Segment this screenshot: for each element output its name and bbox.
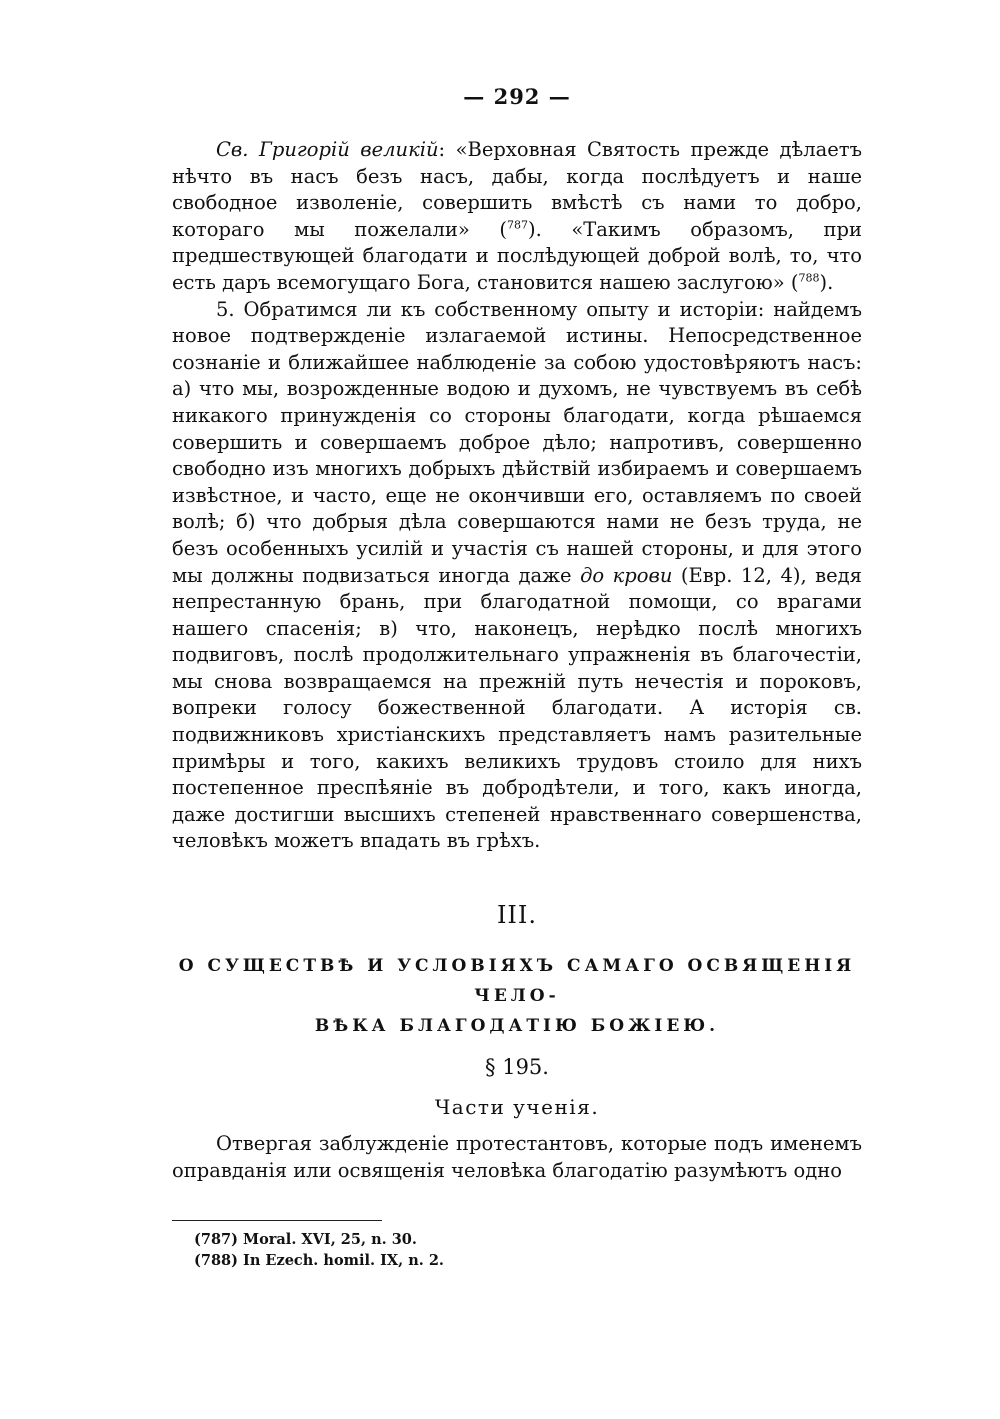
section-subtitle: Части ученія.	[434, 1095, 600, 1120]
paragraph-5-text-1: 5. Обратимся ли къ собственному опыту и исторіи: найдемъ новое подтвержденіе излагаемой истины. Непосредственное сознаніе и ближайшее наблюденіе за собою удостовѣряютъ насъ: а) что мы, возрожденные водою и духомъ, не чувствуемъ въ себѣ никакого принужденія со стороны благодати, когда рѣшаемся совершить и совершаемъ доброе дѣло; напротивъ, совершенно свободно изъ многихъ добрыхъ дѣйствій избираемъ и совершаемъ извѣстное, и часто, еще не окончивши его, оставляемъ по своей волѣ; б) что добрыя дѣла совершаются нами не безъ труда, не безъ особенныхъ усилій и участія съ нашей стороны, и для этого мы должны подвизаться иногда даже	[172, 297, 862, 587]
footnote-ref-788: 788	[798, 271, 820, 285]
footnote-ref-787: 787	[507, 218, 529, 232]
page-number: — 292 —	[463, 84, 571, 109]
footnote-787	[172, 1229, 862, 1250]
footnote-divider	[172, 1220, 382, 1221]
footnote-text: Moral. XVI, 25, n. 30.	[238, 1231, 417, 1249]
quote-text-3: ).	[819, 270, 834, 294]
section-title	[172, 951, 862, 1041]
document-page	[172, 84, 862, 1271]
section-number: III.	[496, 901, 538, 930]
paragraph-number: § 195.	[485, 1055, 549, 1080]
paragraph-5-italic: до крови	[580, 563, 673, 587]
quote-text-2: ). «Такимъ образомъ, при предшествующей благодати и послѣдующей доброй волѣ, то, что есть даръ всемогущаго Бога, становится нашею заслугою» (	[172, 217, 862, 294]
quote-author: Св. Григорій великій	[216, 138, 439, 161]
footnote-mark: (788)	[194, 1252, 238, 1270]
quote-paragraph	[172, 137, 862, 297]
quote-text-1: : «Верховная Святость прежде дѣлаетъ нѣчто въ насъ безъ насъ, дабы, когда послѣдуетъ и наше свободное изволеніе, совершить вмѣстѣ съ нами то добро, котораго мы пожелали» (	[172, 138, 862, 241]
paragraph-5	[172, 297, 862, 855]
section-title-line-1: О СУЩЕСТВѢ И УСЛОВІЯХЪ САМАГО ОСВЯЩЕНІЯ ЧЕЛО-	[178, 956, 856, 1007]
section-text: Отвергая заблужденіе протестантовъ, которые подъ именемъ оправданія или освященія человѣка благодатію разумѣютъ одно	[172, 1132, 862, 1182]
section-title-line-2: ВѢКА БЛАГОДАТІЮ БОЖІЕЮ.	[314, 1016, 720, 1037]
footnote-mark: (787)	[194, 1231, 238, 1249]
footnote-788	[172, 1250, 862, 1271]
paragraph-5-text-2: (Евр. 12, 4), ведя непрестанную брань, при благодатной помощи, со врагами нашего спасенія; в) что, наконецъ, нерѣдко послѣ многихъ подвиговъ, послѣ продолжительнаго упражненія въ благочестіи, мы снова возвращаемся на прежній путь нечестія и пороковъ, вопреки голосу божественной благодати. А исторія св. подвижниковъ христіанскихъ представляетъ намъ разительные примѣры и того, какихъ великихъ трудовъ стоило для нихъ постепенное преспѣяніе въ добродѣтели, и того, какъ иногда, даже достигши высшихъ степеней нравственнаго совершенства, человѣкъ можетъ впадать въ грѣхъ.	[172, 563, 862, 853]
footnote-text: In Ezech. homil. IX, n. 2.	[238, 1252, 444, 1270]
